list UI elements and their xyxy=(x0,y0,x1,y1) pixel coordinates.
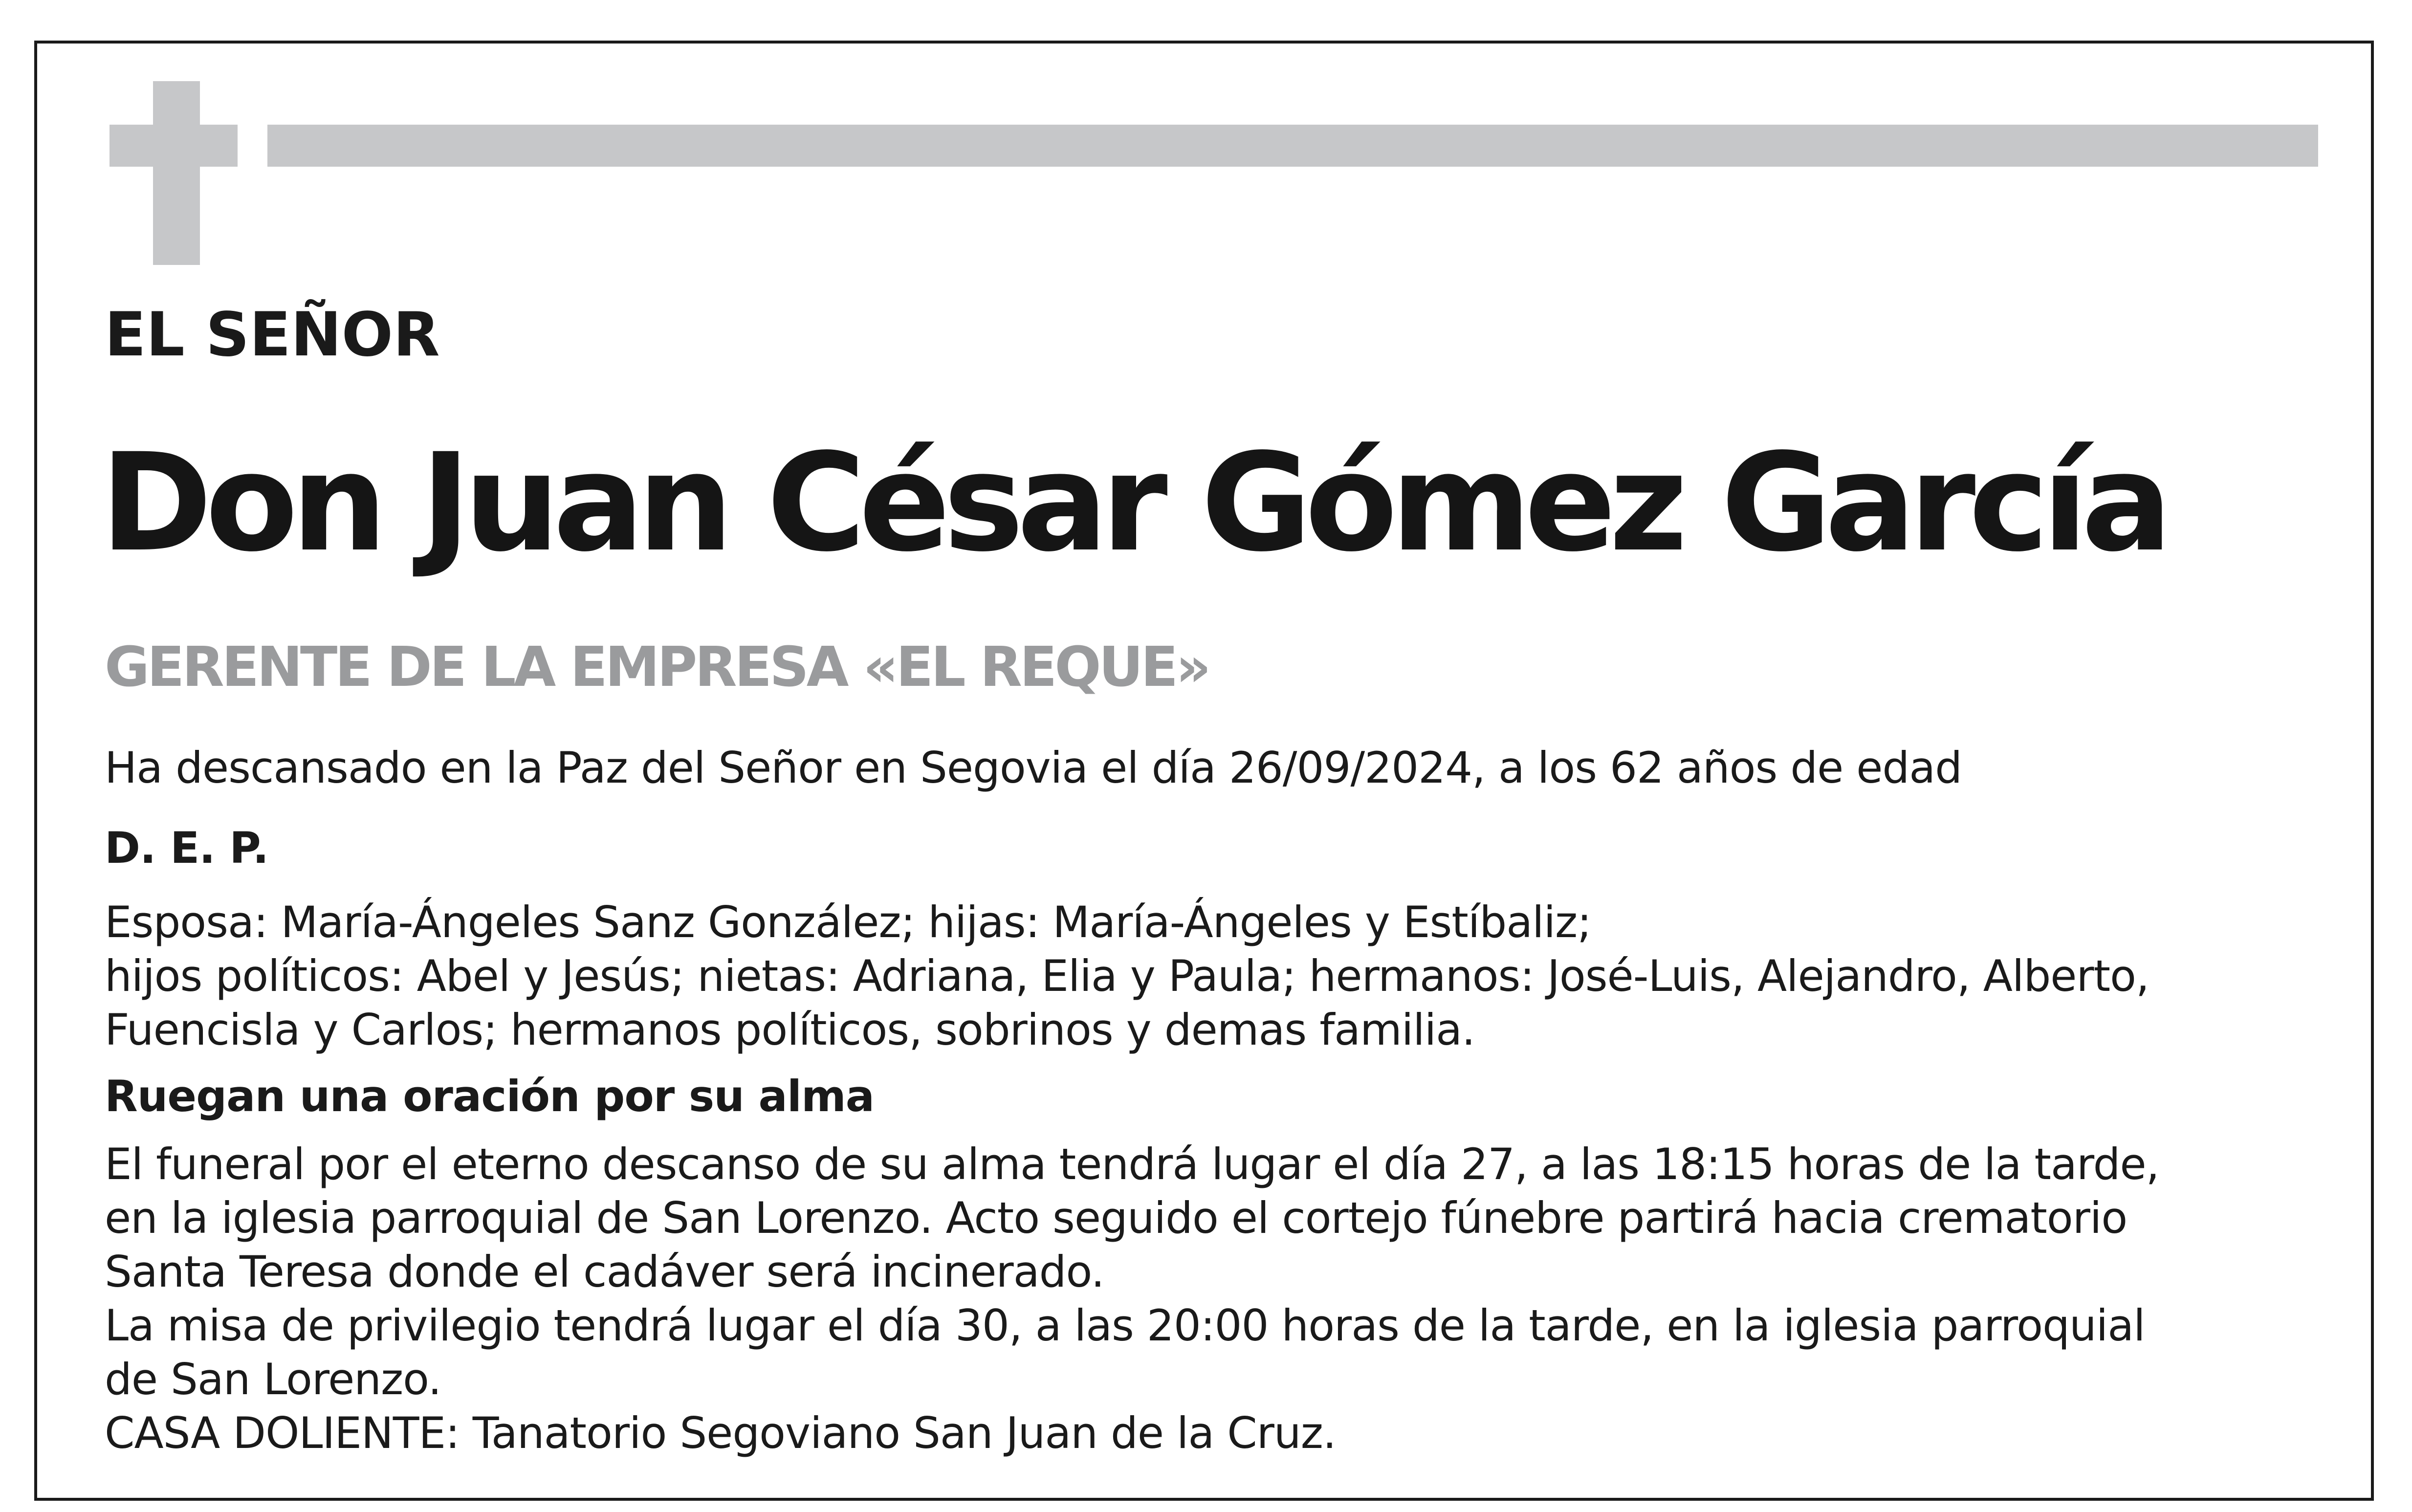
details-line: CASA DOLIENTE: Tanatorio Segoviano San Juan de la Cruz. xyxy=(105,1408,1336,1458)
details-line: en la iglesia parroquial de San Lorenzo. Acto seguido el cortejo fúnebre partirá hacia crematorio xyxy=(105,1193,2127,1243)
cross-horizontal-bar xyxy=(110,125,238,167)
honorific: EL SEÑOR xyxy=(105,300,440,370)
family-line: Fuencisla y Carlos; hermanos políticos, sobrinos y demas familia. xyxy=(105,1005,1475,1055)
prayer-request: Ruegan una oración por su alma xyxy=(105,1071,875,1121)
dep-label: D. E. P. xyxy=(105,823,269,873)
family-line: hijos políticos: Abel y Jesús; nietas: Adriana, Elia y Paula; hermanos: José-Luis, Alejandro, Alberto, xyxy=(105,951,2149,1001)
details-line: El funeral por el eterno descanso de su alma tendrá lugar el día 27, a las 18:15 horas de la tarde, xyxy=(105,1139,2159,1189)
details-line: de San Lorenzo. xyxy=(105,1354,441,1404)
header-rule xyxy=(267,125,2318,167)
deceased-name: Don Juan César Gómez García xyxy=(100,425,2166,582)
deceased-role: GERENTE DE LA EMPRESA «EL REQUE» xyxy=(105,635,1209,699)
family-line: Esposa: María-Ángeles Sanz González; hijas: María-Ángeles y Estíbaliz; xyxy=(105,897,1591,947)
announcement: Ha descansado en la Paz del Señor en Segovia el día 26/09/2024, a los 62 años de edad xyxy=(105,743,1962,793)
details-line: La misa de privilegio tendrá lugar el día 30, a las 20:00 horas de la tarde, en la iglesia parroquial xyxy=(105,1300,2145,1351)
cross-vertical-bar xyxy=(153,81,200,265)
details-line: Santa Teresa donde el cadáver será incinerado. xyxy=(105,1247,1104,1297)
